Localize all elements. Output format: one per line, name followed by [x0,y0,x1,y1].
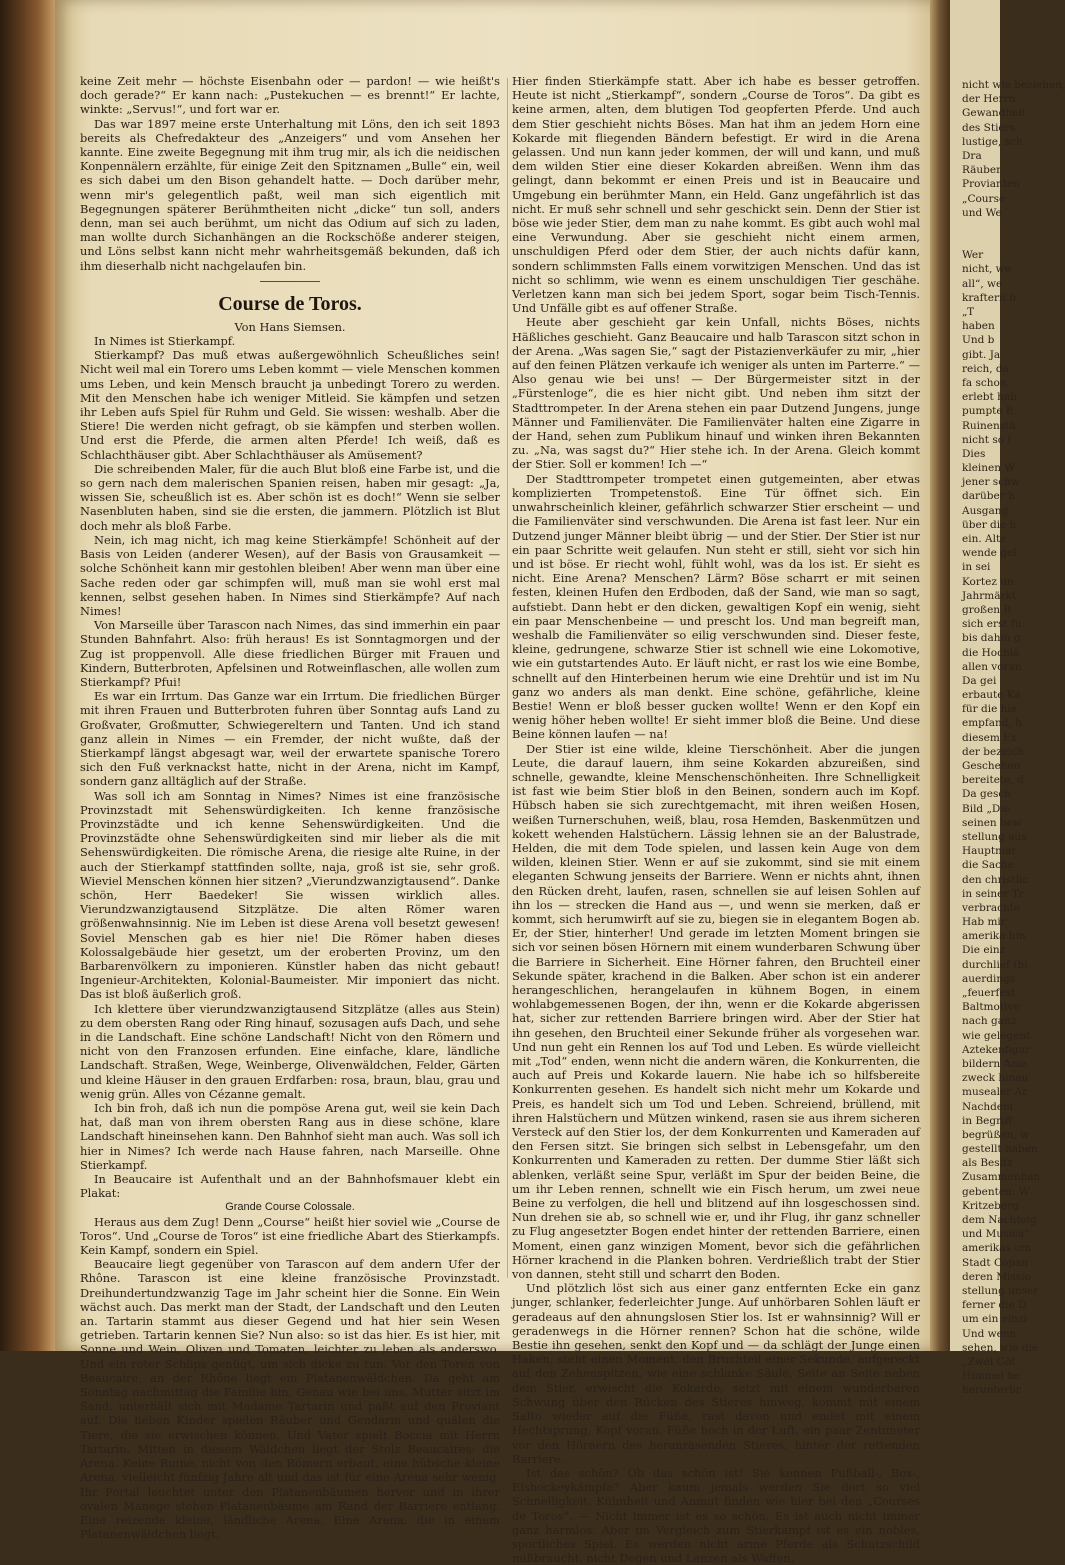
adjacent-page-line: amerika hin [962,930,1026,943]
adjacent-page-line: seinen bew [962,816,1022,829]
body-paragraph: Hier finden Stierkämpfe statt. Aber ich habe es besser getroffen. Heute ist nicht „Stierkampf“, sondern „Course de Toros“. Da gibt es keine armen, alten, dem blutigen Tod geopferten Pferde. Und auch dem Stier geschieht nichts Böses. Man hat ihm an jedem Horn eine Kokarde mit fliegenden Bändern befestigt. Er wird in die Arena gelassen. Und nun kann jeder kommen, der will und kann, und muß dem wilden Stier eine dieser Kokarden abreißen. Wenn ihm das gelingt, dann bekommt er einen Preis und ist in Beaucaire und Umgebung ein berühmter Mann, ein Held. Ganz ungefährlich ist das nicht. Er muß sehr schnell und sehr geschickt sein. Denn der Stier ist böse wie jeder Stier, dem man zu nahe kommt. Es gibt auch wohl mal eine Verwundung. Aber sie geschieht nicht einem armen, unschuldigen Pferd oder dem Stier, der auch nichts dafür kann, sondern schlimmsten Falls einem vorwitzigen Menschen. Und das ist nicht so schlimm, wie wenn es einem unschuldigen Tier geschähe. Verletzen kann man sich bei jedem Sport, sogar beim Tisch-Tennis. Und Unfälle gibt es auf offener Straße. [512,74,920,316]
body-paragraph: Ist das schön? Ob das schön ist! Sie kennen Fußball-, Box-, Eishockeykämpfe? Aber kaum jemals werden Sie dort so viel Schnelligkeit, Kühnheit und Anmut finden wie hier bei den „Courses de Toros“. — Nicht immer ist es so schön. Es ist auch nicht immer ganz harmlos. Aber im Vergleich zum Stierkampf ist es ein nobles, sportliches Spiel. Es werden nicht arme Pferde als Schutzschild mißbraucht, nicht Degen und Lanzen als Waffen, [512,1465,920,1565]
adjacent-page-line: Wer [962,249,984,262]
article-byline: Von Hans Siemsen. [234,319,346,334]
adjacent-page-line: Himmel he [962,1370,1021,1383]
adjacent-page-line: verbrachte [962,901,1021,914]
body-paragraph: Ich bin froh, daß ich nun die pompöse Arena gut, weil sie kein Dach hat, daß man von ihrem obersten Rang aus in diese schöne, klare Landschaft hineinsehen kann. Den Bahnhof sieht man auch. Was soll ich hier in Nimes? Ich werde nach Hause fahren, nach Marseille. Ohne Stierkampf. [80,1101,500,1172]
body-paragraph: Heraus aus dem Zug! Denn „Course“ heißt hier soviel wie „Course de Toros“. Und „Course de Toros“ ist eine friedliche Abart des Stierkampfs. Kein Kampf, sondern ein Spiel. [80,1214,500,1258]
adjacent-page-line: Baltmotive [962,1001,1020,1014]
adjacent-page-line: herunterbr [962,1384,1021,1397]
adjacent-page-line: Räuber [962,164,1002,177]
body-paragraph: Der Stier ist eine wilde, kleine Tierschönheit. Aber die jungen Leute, die darauf lauern, ihm seine Kokarden abzureißen, sind schnelle, gewandte, kleine Menschenschönheiten. Ihre Schnelligkeit ist fast wie beim Stier bloß in den Beinen, sondern auch im Kopf. Hübsch haben sie sich zurechtgemacht, mit ihren weißen Hosen, weißen Turnerschuhen, weiß, blau, rosa Hemden, Baskenmützen und kokett wehenden Halstüchern. Lässig lehnen sie an der Balustrade, Helden, die mit dem Tode spielen, und lassen kein Auge von dem wilden, kleinen Stier. Wenn er auf sie zukommt, sind sie mit einem eleganten Schwung jenseits der Barriere. Wenn er nichts ahnt, ihnen den Rücken dreht, laufen, rasen, schnellen sie auf leisen Sohlen auf ihn los — strecken die Hand aus —, und wenn sie merken, daß er kommt, sich herumwirft auf sie zu, biegen sie in elegantem Bogen ab. Er, der Stier, hinterher! Und gerade im letzten Moment bringen sie sich vor seinen bösen Hörnern mit einem wunderbaren Schwung über die Barriere in Sicherheit. Eine Hörner fahren, den Bruchteil einer Sekunde später, krachend in die Balken. Aber schon ist ein anderer herangeschlichen, herangelaufen in kühnem Bogen, in einem wohlabgemessenen Bogen, der ihn, wenn er die Kokarde abgerissen hat, sicher zur rettenden Barriere bringen wird. Aber der Stier hat ihn gesehen, den Bruchteil einer Sekunde früher als vorgesehen war. Und nun geht ein Rennen los auf Tod und Leben. Es würde vielleicht mit „Tod“ enden, wenn nicht die andern wären, die Konkurrenten, die auch auf Preis und Kokarde lauern. Nie habe ich so hilfsbereite Konkurrenten gesehen. Es handelt sich nicht mehr um Kokarde und Preis, es handelt sich um Tod und Leben. Schreiend, brüllend, mit ihren Halstüchern und Mützen winkend, rasen sie aus ihrem sicheren Versteck auf den Stier los, der dem Konkurrenten und Kameraden auf den Fersen sitzt. Sie bringen sich selbst in Lebensgefahr, um den Konkurrenten und Kameraden zu retten. Der dumme Stier läßt sich ablenken, verläßt seine Spur, verläßt im Spur der beiden Beine, die um ihr Leben rennen, schnellt wie ein Fisch herum, um zwei neue Beine zu verfolgen, die hell und blitzend auf ihn losgeschossen sind. Nun drehen sie ab, so schnell wie er, und ihr Flug, ihr ganz schneller zu Flug angesetzter Bogen endet hinter der rettenden Barriere, einen Moment, einen ganz winzigen Moment, bevor sich die gefährlichen Hörner krachend in die Planken bohren. Verdrießlich trabt der Stier von dannen, steht still und scharrt den Boden. [512,741,920,1282]
adjacent-page-text [962,78,1065,1397]
adjacent-page-line: Zusammenhan [962,1171,1041,1184]
adjacent-page-line: all“, we [962,277,1003,290]
adjacent-page-line: Stadt Copan [962,1256,1029,1269]
adjacent-page-line: kraftern b [962,291,1016,304]
adjacent-page-line: Und b [962,334,995,347]
continuation-paragraph: Das war 1897 meine erste Unterhaltung mit Löns, den ich seit 1893 bereits als Chefredakteur des „Anzeigers“ und vom Ansehen her kannte. Eine zweite Begegnung mit ihm trug mir, als ich die neidischen Konpennälern erzählte, für einige Zeit den Spitznamen „Bulle“ ein, weil es sich dabei um den Bison gehandelt hatte. — Doch darüber mehr, wenn mir's gelegentlich paßt, weil man sich eigentlich mit Begegnungen späterer Berühmtheiten nicht „dicke“ tun soll, anders denn, man sei auch berühmt, um nicht das Odium auf sich zu laden, man wollte durch Sichanhängen an die Rockschöße anderer steigen, und Löns selbst kann nicht mehr wahrheitsgemäß bekunden, daß ich ihm dieserhalb nicht nachgelaufen bin. [80,116,500,273]
body-paragraph: Es war ein Irrtum. Das Ganze war ein Irrtum. Die friedlichen Bürger mit ihren Frauen und Butterbroten fuhren über Sonntag aufs Land zu Großvater, Großmutter, Schwiegereltern und Tanten. Und ich stand ganz allein in Nimes — ein Fremder, der nicht wußte, daß der Stierkampf längst abgesagt war, weil der erwartete spanische Torero sich den Fuß verknackst hatte, nicht in der Arena, nicht im Kampf, sondern ganz alltäglich auf der Straße. [80,689,500,789]
adjacent-page-line: nicht, we [962,263,1011,276]
adjacent-page-line: über die h [962,518,1017,531]
adjacent-page-line: Aztekenfigur [962,1043,1031,1056]
adjacent-page-line: Gewandheit [962,107,1026,120]
body-paragraph: Und plötzlich löst sich aus einer ganz entfernten Ecke ein ganz junger, schlanker, federleichter Junge. Auf unhörbaren Sohlen läuft er geradeaus auf den ahnungslosen Stier los. Ist er wahnsinnig? Will er geradenwegs in die Hörner rennen? Schon hat die schöne, wilde Bestie ihn gesehen, senkt den Kopf und — da schlägt der Junge einen Haken, steht einen Moment, den Bruchteil einer Sekunde, aufgereckt auf den Zehenspitzen, wie eine schlanke Säule, Seite an Seite neben dem Stier, erwischt die Kokarde, setzt mit einem wunderbaren Schwung über den Rücken des Stieres hinweg, kommt mit einem Salto wieder auf die Füße, rast davon und endet mit einem Hechtsprung, Kopf voran, Füße hoch in der Luft, ein paar Zentimeter vor den Hörnern des heranrasenden Stieres, hinter der rettenden Barriere. [512,1281,920,1466]
adjacent-page-line: Kortez un [962,575,1014,588]
adjacent-page-line: lustige, sch [962,135,1023,148]
adjacent-page-line [962,220,1022,234]
adjacent-page-line: stellung aus [962,830,1027,843]
adjacent-page-line: Dra [962,149,982,162]
adjacent-page-line: dem Nachfolg [962,1214,1037,1226]
body-paragraph: Beaucaire liegt gegenüber von Tarascon auf dem andern Ufer der Rhône. Tarascon ist eine kleine französische Provinzstadt. Dreihundertundzwanzig Tage im Jahr scheint hier die Sonne. Ein Wein wächst auch. Das merkt man der Stadt, der Landschaft und den Leuten an. Tartarin stammt aus dieser Gegend und hat hier sein Wesen getrieben. Tartarin kennen Sie? Nun also: so ist das hier. Es ist hier, mit Sonne und Wein, Oliven und Tomaten, leichter zu leben als anderswo. Und ein roter Schlips genügt, um sich dicke zu tun. Vor den Toren von Beaucaire, an der Rhône liegt ein Platanenwäldchen. Da geht am Sonntag nachmittag die Familie hin. Genau wie bei uns. Mutter sitzt im Sand, unterhält sich mit Madame Tartarin und paßt auf den Proviant auf. Die lieben Kinder spielen Räuber und Gendarm und quälen die Tiere, die sie erwischen können. Und Vater spielt Boccia mit Herrn Tartarin. Mitten in diesem Wäldchen liegt der Stolz Beaucaires: die Arena. Keine Ruine, nicht von den Römern erbaut, eine hübsche kleine Arena, vielleicht fünfzig Jahre alt und das ist für eine Arena sehr wenig. Ihr Portal leuchtet unter den Platanenbäumen hervor und in ihrer ovalen Manege stehen Platanenbäume am Rand der Barriere entlang. Eine reizende kleine, ländliche Arena. Eine Arena, die in einem Platanenwäldchen liegt. [80,1257,500,1542]
adjacent-page-line: gibt. Ja [962,348,1001,361]
adjacent-page-line: „feuerfest [962,987,1016,999]
body-paragraph: Stierkampf? Das muß etwas außergewöhnlich Scheußliches sein! Nicht weil mal ein Torero ums Leben kommt — viele Menschen kommen ums Leben, und kein Mensch braucht ja unbedingt Torero zu werden. Mit den Menschen habe ich weniger Mitleid. Sie kämpfen und setzen ihr Leben aufs Spiel für Ruhm und Geld. Sie wissen: weshalb. Aber die Stiere! Die werden nicht gefragt, ob sie kämpfen und sterben wollen. Und erst die Pferde, die armen alten Pferde! Ich weiß, daß es Schlachthäuser gibt. Aber Schlachthäuser als Amüsement? [80,348,500,462]
adjacent-page-line: jener schw [962,476,1020,489]
adjacent-page-line: „T [962,306,975,318]
adjacent-page-line: deren Missio [962,1270,1031,1283]
book-gutter [930,0,952,1351]
adjacent-page-line: Da gesch [962,788,1011,801]
adjacent-page-line: wende gel [962,547,1017,560]
body-paragraph: Nein, ich mag nicht, ich mag keine Stierkämpfe! Schönheit auf der Basis von Leiden (anderer Wesen), auf der Basis von Grausamkeit — solche Schönheit kann mir gestohlen bleiben! Aber wenn man über eine Sache reden oder gar schimpfen will, muß man sie wohl erst mal kennen, selbst gesehen haben. In Nimes sind Stierkämpfe? Auf nach Nimes! [80,532,500,618]
adjacent-page-line: „Course [962,192,1006,205]
adjacent-page-line: kleinen W [962,462,1016,475]
adjacent-page-line: Hab mir [962,916,1006,929]
continuation-paragraph: keine Zeit mehr — höchste Eisenbahn oder — pardon! — wie heißt's doch gerade?“ Er kann nach: „Pustekuchen — es brennt!“ Er lachte, winkte: „Servus!“, und fort war er. [80,74,500,117]
adjacent-page-line: um ein einzi [962,1313,1027,1326]
adjacent-page-line: pumpte E [962,405,1014,418]
adjacent-page-line: bis dahin g [962,632,1021,645]
adjacent-page-line: Nachdem [962,1100,1013,1113]
poster-line: Grande Course Colossale. [225,1201,355,1214]
adjacent-page-line: allen voran [962,660,1022,673]
adjacent-page-line: als Besitz [962,1157,1013,1170]
body-paragraph: Heute aber geschieht gar kein Unfall, nichts Böses, nichts Häßliches geschieht. Ganz Beaucaire und halb Tarascon sitzt schon in der Arena. „Was sagen Sie,“ sagt der Pistazienverkäufer zu mir, „hier auf den feinen Plätzen verkaufe ich weniger als unten im Parterre.“ — Also genau wie bei uns! — Der Bürgermeister sitzt in der „Fürstenloge“, die es hier nicht gibt. Und neben ihm sitzt der Stadttrompeter. In der Arena stehen ein paar Dutzend Jungens, junge Männer und Familienväter. Die Familienväter halten eine Zigarre in der Hand, sehen zum Publikum hinauf und winken ihren Bekannten zu. „Na, was sagst du?“ Hier stehe ich. In der Arena. Gleich kommt der Stier. Soll er kommen! Ich —“ [512,315,920,472]
adjacent-page-line: ferner die D [962,1299,1027,1312]
adjacent-page-line: Geschehen [962,760,1021,772]
body-paragraph: Was soll ich am Sonntag in Nimes? Nimes ist eine französische Provinzstadt mit Sehenswürdigkeiten. Ich kenne französische Provinzstädte und ich kenne Sehenswürdigkeiten. Und die Provinzstädte ohne Sehenswürdigkeiten sind mir lieber als die mit Sehenswürdigkeiten. Die römische Arena, die riesige alte Ruine, in der auch der Stierkampf stattfinden sollte, naja, groß ist sie, sehr groß. Wieviel Menschen können hier sitzen? „Vierundzwanzigtausend“. Danke schön, Herr Baedeker! Sie wissen wirklich alles. Vierundzwanzigtausend Sitzplätze. Die alten Römer waren größenwahnsinnig. Nie im Leben ist diese Arena voll besetzt gewesen! Soviel Menschen gab es hier nie! Die Römer haben dieses Kolossalgebäude hier gesetzt, um der eroberten Provinz, um den Barbarenvölkern zu imponieren. Künstler haben das nicht gebaut! Ingenieur-Architekten, Kolonial-Baumeister. Mir imponiert das nicht. Das ist bloß äußerlich groß. [80,788,500,1002]
adjacent-page-line: den christlic [962,873,1029,886]
adjacent-page-line: haben [962,320,995,333]
adjacent-page-line: erbaute Ka [962,689,1021,702]
adjacent-page-line [962,234,1022,248]
adjacent-page-line: Hauptmar [962,845,1017,858]
section-rule [260,281,320,282]
adjacent-page-line: Provianten [962,178,1020,191]
adjacent-page-line: nach ganz [962,1015,1017,1028]
adjacent-page-line: Bild „Die [962,802,1010,815]
adjacent-page-line: stellung unser [962,1284,1039,1297]
adjacent-page-line: Kritzeberg [962,1199,1019,1212]
adjacent-page-line: sich erst fu [962,618,1022,631]
adjacent-page-line: in seiner Tr [962,887,1024,900]
adjacent-page-line: gestellt haben [962,1143,1038,1156]
adjacent-page-line: Da gei [962,674,997,687]
adjacent-page-line: für die hie [962,703,1017,716]
adjacent-page-line: zweck hinau [962,1072,1029,1085]
adjacent-page-line: großen R [962,603,1012,616]
adjacent-page-line: Jahrmärkt [962,589,1017,602]
adjacent-page-line: gebenten: W [962,1185,1030,1198]
adjacent-page-line: die Sache [962,859,1014,872]
right-column [512,74,920,1565]
adjacent-page-line: bereitete, d [962,774,1024,787]
body-paragraph: Ich klettere über vierundzwanzigtausend Sitzplätze (alles aus Stein) zu dem obersten Rang oder Ring hinauf, sozusagen aufs Dach, und sehe in die Landschaft. Eine schöne Landschaft! Nicht von den Römern und nicht von den Franzosen erfunden. Eine einfache, klare, ländliche Landschaft. Straßen, Wege, Weinberge, Olivenwäldchen, Felder, Gärten und kleine Häuser in den grauen Erdfarben: rosa, braun, blau, grau und wenig grün. Alles von Cézanne gemalt. [80,1001,500,1101]
adjacent-page-line: in sei [962,561,991,574]
adjacent-page-line: Ausgang. [962,504,1012,517]
adjacent-page-line: diesem Ex [962,731,1017,744]
body-paragraph: Die schreibenden Maler, für die auch Blut bloß eine Farbe ist, und die so gern nach dem malerischen Spanien reisen, haben mir gesagt: „Ja, wissen Sie, scheußlich ist es. Aber schön ist es doch!“ Wenn sie selber Nasenbluten haben, sind sie die ersten, die jammern. Plötzlich ist Blut doch mehr als bloß Farbe. [80,461,500,533]
adjacent-page-line: amerikas um [962,1242,1031,1255]
adjacent-page-line: empfand, h [962,717,1022,730]
left-column [80,74,500,1541]
adjacent-page-line: reich, da [962,362,1009,375]
adjacent-page-line: musealer Ar [962,1086,1028,1099]
column-divider [507,78,508,1278]
adjacent-page-line: ein. Alte [962,533,1007,545]
adjacent-page-line: begrüßen, w [962,1128,1030,1141]
body-paragraph: In Beaucaire ist Aufenthalt und an der Bahnhofsmauer klebt ein Plakat: [80,1172,500,1201]
adjacent-page-line: wie gelegent [962,1029,1031,1042]
adjacent-page-line: und Musica“ [962,1228,1030,1241]
body-paragraph: In Nimes ist Stierkampf. [94,334,236,349]
adjacent-page-line: Die einz [962,944,1006,957]
adjacent-page-line: durchlief (hi [962,958,1028,971]
adjacent-page-line: sehen, wie die [962,1341,1039,1354]
adjacent-page-line: nicht wie beziehen, [962,79,1065,91]
adjacent-page-line: „Zwei Göt [962,1355,1016,1368]
body-paragraph: Der Stadttrompeter trompetet einen gutgemeinten, aber etwas komplizierten Trompetenstoß. Eine Tür öffnet sich. Ein unwahrscheinlich kleiner, gefährlich schwarzer Stier erscheint — und die Familienväter sind verschwunden. Die Arena ist fast leer. Nur ein Dutzend junger Männer bleibt übrig — und der Stier. Der Stier ist nur ein paar Schritte weit gelaufen. Nun steht er still, sieht vor sich hin und ist böse. Er riecht wohl, fühlt wohl, was da los ist. Er sieht es nicht. Eine Arena? Menschen? Lärm? Böse scharrt er mit seinen festen, kleinen Hufen den Erdboden, daß der Sand, wie man so sagt, aufstiebt. Dann hebt er den dicken, gewaltigen Kopf ein wenig, sieht ein paar Menschenbeine — und prescht los. Und man begreift man, weshalb die Familienväter so eilig verschwunden sind. Dieser feste, kleine, gedrungene, schwarze Stier ist schnell wie eine Lokomotive, wie ein gutstartendes Auto. Er läuft nicht, er rast los wie eine Bombe, schnellt auf den Hinterbeinen herum wie eine Drehtür und ist im Nu ganz wo anders als man denkt. Eine schöne, gefährliche, kleine Bestie! Wenn er bloß besser gucken wollte! Wenn er den Kopf ein wenig höher heben wollte! Er sieht immer bloß die Beine. Und diese Beine können laufen — na! [512,471,920,742]
adjacent-page-line: der Herrn [962,93,1016,106]
article-title: Course de Toros. [218,292,362,315]
body-paragraph: Von Marseille über Tarascon nach Nimes, das sind immerhin ein paar Stunden Bahnfahrt. Also: früh heraus! Es ist Sonntagmorgen und der Zug ist proppenvoll. Alle diese friedlichen Bürger mit Frauen und Kindern, Butterbroten, Apfelsinen und Rotweinflaschen, alle wollen zum Stierkampf? Pfui! [80,618,500,689]
adjacent-page-line: darüber h [962,490,1015,503]
adjacent-page-line: und We [962,206,1002,219]
adjacent-page-line: auerdings [962,972,1016,985]
adjacent-page-line: in Begriff [962,1114,1012,1127]
adjacent-page-line: Dies [962,447,986,460]
adjacent-page-line: nicht so l [962,433,1011,446]
adjacent-page-line: fa schon [962,376,1007,389]
adjacent-page-line: die Hochlä [962,646,1020,659]
adjacent-page-line: erlebt hab [962,391,1017,404]
adjacent-page-line: Und wenn [962,1327,1017,1340]
adjacent-page-line: bildern Ame [962,1057,1028,1070]
adjacent-page-line: des Stiers [962,121,1016,134]
adjacent-page-line: Ruinenstä [962,419,1016,432]
adjacent-page-line: der bezeich [962,745,1024,758]
